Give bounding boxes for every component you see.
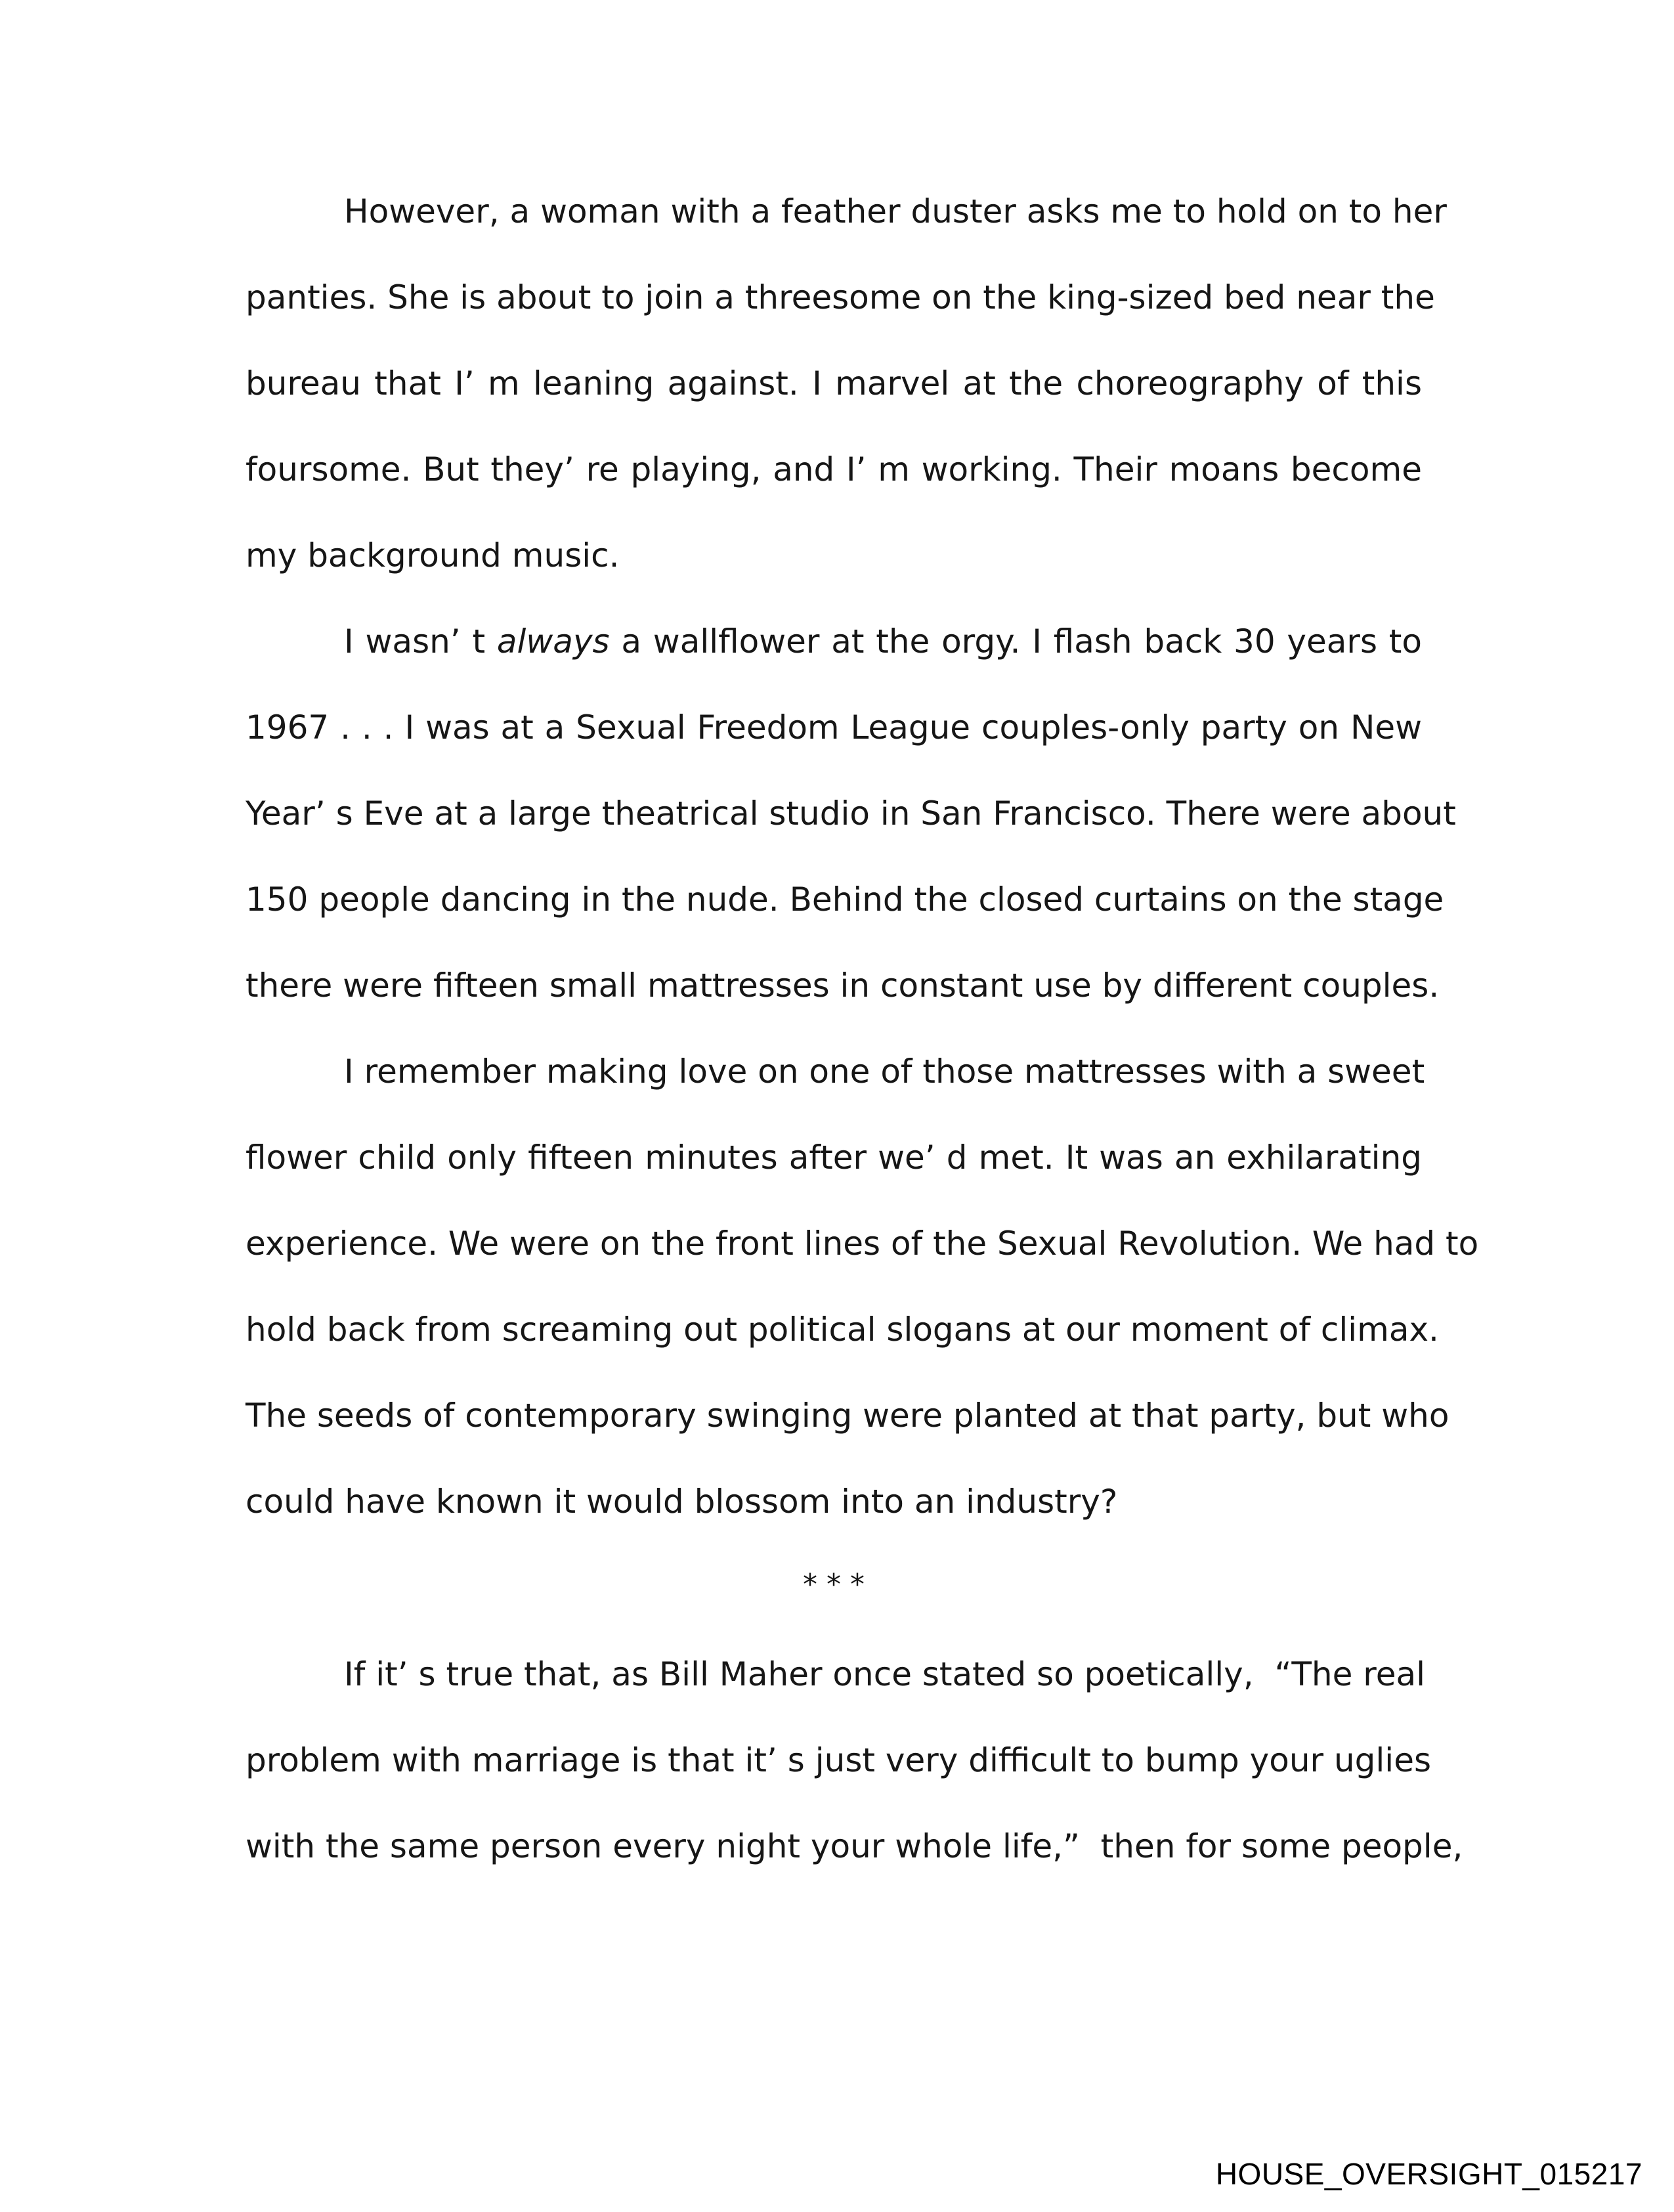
text-line: The seeds of contemporary swinging were planted at that party, but who [246, 1397, 1449, 1435]
text-line: 1967 . . . I was at a Sexual Freedom League couples-only party on New [246, 708, 1422, 747]
italic-word: always [496, 622, 610, 661]
text-line: panties. She is about to join a threesome on the king-sized bed near the [246, 278, 1435, 316]
text-line: hold back from screaming out political slogans at our moment of climax. [246, 1311, 1439, 1349]
bates-number: HOUSE_OVERSIGHT_015217 [1215, 2157, 1642, 2191]
text-run: I wasn’ t [344, 622, 497, 661]
text-line: experience. We were on the front lines of the Sexual Revolution. We had to [246, 1225, 1479, 1263]
text-line: flower child only fifteen minutes after we’ d met. It was an exhilarating [246, 1139, 1422, 1177]
text-line: foursome. But they’ re playing, and I’ m working. Their moans become [246, 450, 1422, 488]
text-line: 150 people dancing in the nude. Behind the closed curtains on the stage [246, 880, 1444, 919]
text-line: Year’ s Eve at a large theatrical studio in San Francisco. There were about [246, 794, 1456, 833]
text-line [246, 615, 1422, 668]
text-line: with the same person every night your whole life,” then for some people, [246, 1827, 1463, 1865]
text-line: problem with marriage is that it’ s just very difficult to bump your uglies [246, 1741, 1432, 1779]
text-line: If it’ s true that, as Bill Maher once stated so poetically, “The real [344, 1655, 1425, 1693]
text-run: a wallflower at the orgy. I flash back 30 years to [609, 622, 1422, 661]
text-line: my background music. [246, 536, 620, 575]
text-line: I remember making love on one of those mattresses with a sweet [344, 1052, 1425, 1091]
text-line: there were fifteen small mattresses in constant use by different couples. [246, 966, 1440, 1005]
section-separator: * * * [803, 1568, 865, 1601]
text-line: bureau that I’ m leaning against. I marvel at the choreography of this [246, 364, 1422, 402]
text-line: could have known it would blossom into an industry? [246, 1483, 1118, 1521]
text-line: However, a woman with a feather duster asks me to hold on to her [344, 192, 1447, 230]
